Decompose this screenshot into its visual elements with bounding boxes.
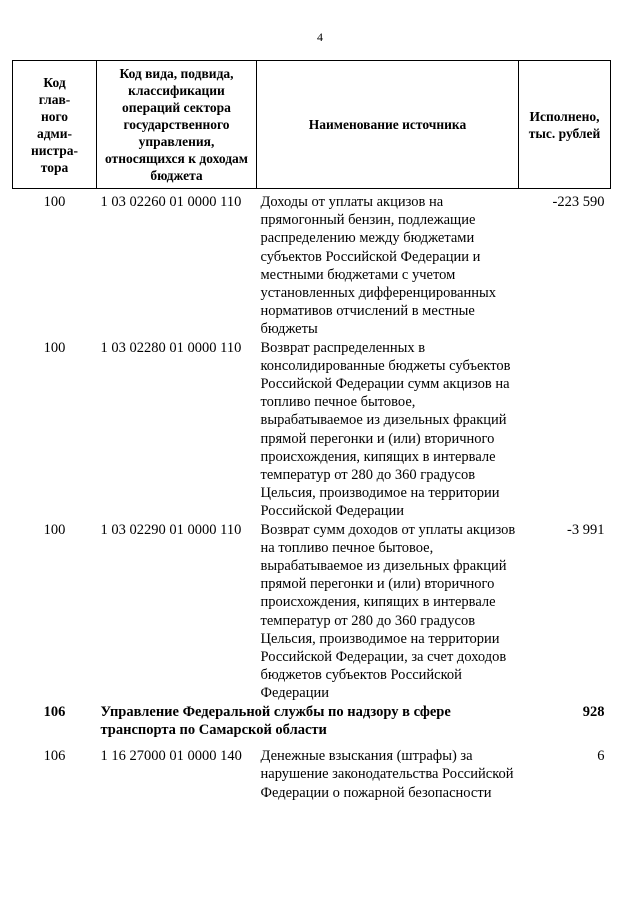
source-name-cell: Денежные взыскания (штрафы) за нарушение законодательства Российской Федерации о пожарной безопасности: [260, 748, 514, 801]
group-row: [13, 703, 611, 739]
admin-code-cell: 100: [43, 194, 66, 210]
amount-cell: -3 991: [567, 521, 605, 538]
amount-cell: -223 590: [552, 194, 605, 210]
group-admin-code: 106: [43, 703, 66, 720]
header-source-name: Наименование источника: [257, 61, 519, 189]
source-name-cell: Возврат распределенных в консолидированные бюджеты субъектов Российской Федерации сумм акцизов на топливо печное бытовое, вырабатываемое из дизельных фракций прямой перегонки и (или) вторичного происхождения, кипящих в интервале температур от 280 до 360 градусов Цельсия, производимое на территории Российской Федерации: [260, 339, 511, 520]
table-row: [13, 521, 611, 703]
classification-code-cell: 1 03 02290 01 0000 110: [100, 521, 242, 538]
table-body: [13, 189, 611, 802]
source-name-cell: Доходы от уплаты акцизов на прямогонный бензин, подлежащие распределению между бюджетами субъектов Российской Федерации и местными бюджетами с учетом установленных дифференцированных нормативов отчислений в местные бюджеты: [260, 194, 496, 338]
source-name-cell: Возврат сумм доходов от уплаты акцизов на топливо печное бытовое, вырабатываемое из дизельных фракций прямой перегонки и (или) вторичного происхождения, кипящих в интервале температур от 280 до 360 градусов Цельсия, производимое на территории Российской Федерации, за счет доходов бюджетов субъектов Российской Федерации: [260, 521, 516, 702]
revenue-table: [12, 60, 611, 802]
header-executed-amount: Исполнено, тыс. рублей: [519, 61, 611, 189]
amount-cell: [519, 339, 611, 521]
classification-code-cell: 1 16 27000 01 0000 140: [100, 748, 242, 765]
classification-code-cell: 1 03 02280 01 0000 110: [100, 339, 242, 356]
header-classification-code: Код вида, подвида, классификации операций сектора государственного управления, относящихся к доходам бюджета: [97, 61, 257, 189]
table-row: [13, 189, 611, 339]
group-amount: 928: [582, 703, 605, 720]
group-name: Управление Федеральной службы по надзору в сфере транспорта по Самарской области: [100, 703, 451, 738]
table-row: [13, 739, 611, 802]
admin-code-cell: 100: [43, 521, 66, 538]
table-row: [13, 339, 611, 521]
classification-code-cell: 1 03 02260 01 0000 110: [100, 194, 242, 210]
page-number: 4: [317, 30, 323, 44]
table-header: [13, 61, 611, 189]
admin-code-cell: 100: [43, 339, 66, 356]
header-admin-code: Код глав-ного адми-нистра-тора: [13, 61, 97, 189]
amount-cell: 6: [597, 748, 605, 765]
admin-code-cell: 106: [43, 748, 66, 765]
